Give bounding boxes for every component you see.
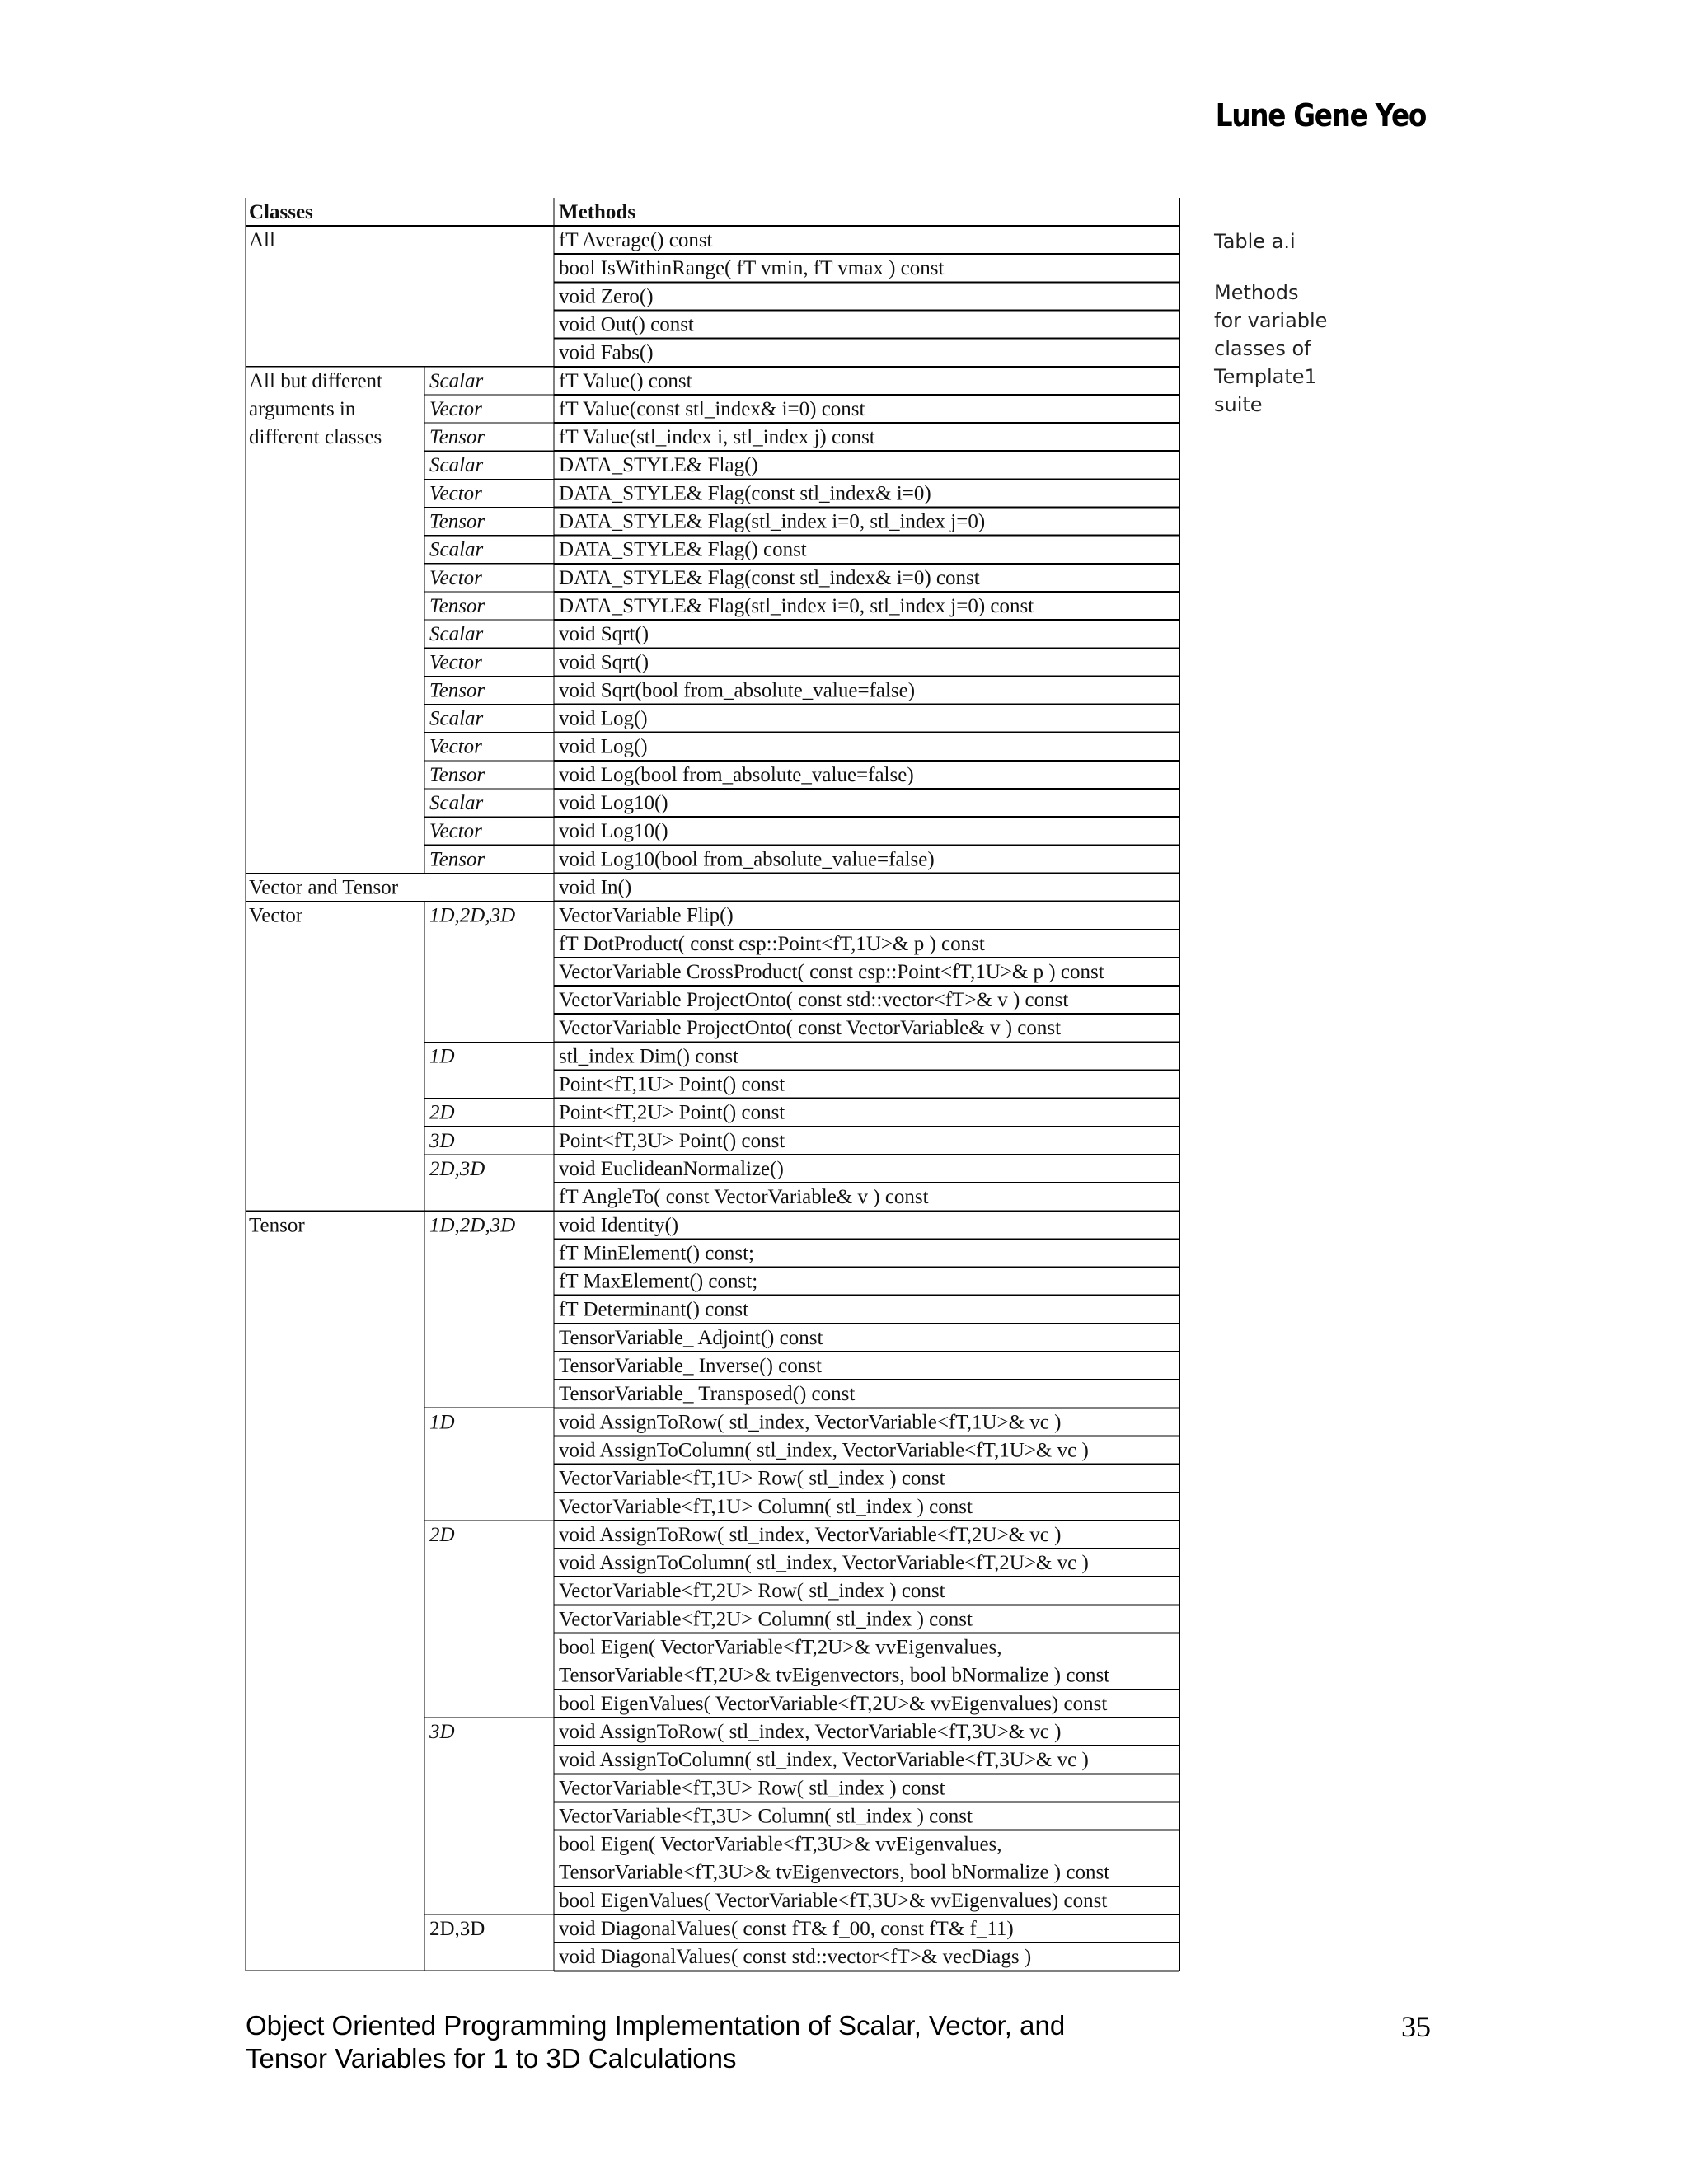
method-text: VectorVariable ProjectOnto( const VectorVariable& v ) const xyxy=(559,1017,1062,1040)
subclass-label: Vector xyxy=(429,566,482,589)
method-text: Point<fT,3U> Point() const xyxy=(559,1129,785,1152)
footer-title-line: Tensor Variables for 1 to 3D Calculations xyxy=(246,2043,737,2074)
method-text: bool IsWithinRange( fT vmin, fT vmax ) const xyxy=(559,257,945,280)
footer-title xyxy=(246,2009,1193,2075)
class-label: arguments in xyxy=(249,397,356,420)
subclass-label: Tensor xyxy=(429,510,485,533)
method-text: VectorVariable<fT,1U> Row( stl_index ) const xyxy=(559,1467,945,1490)
subclass-label: 1D,2D,3D xyxy=(429,904,516,927)
method-text: TensorVariable<fT,3U>& tvEigenvectors, bool bNormalize ) const xyxy=(559,1861,1110,1884)
method-text: fT Value(const stl_index& i=0) const xyxy=(559,397,865,420)
caption-line: Template1 xyxy=(1214,365,1317,388)
caption-line: classes of xyxy=(1214,337,1311,360)
method-text: VectorVariable Flip() xyxy=(559,904,734,927)
method-text: fT MaxElement() const; xyxy=(559,1270,758,1293)
method-text: Point<fT,1U> Point() const xyxy=(559,1073,785,1096)
method-text: TensorVariable_ Adjoint() const xyxy=(559,1326,823,1349)
method-text: DATA_STYLE& Flag(stl_index i=0, stl_index j=0) xyxy=(559,510,986,533)
method-text: TensorVariable_ Inverse() const xyxy=(559,1355,822,1377)
caption-line: for variable xyxy=(1214,309,1328,332)
subclass-label: Tensor xyxy=(429,679,485,702)
class-label: Vector and Tensor xyxy=(249,876,399,899)
method-text: void DiagonalValues( const std::vector<fT>& vecDiags ) xyxy=(559,1946,1032,1969)
method-text: VectorVariable<fT,3U> Row( stl_index ) const xyxy=(559,1777,945,1800)
method-text: VectorVariable<fT,1U> Column( stl_index ) const xyxy=(559,1495,973,1518)
footer-title-line: Object Oriented Programming Implementation of Scalar, Vector, and xyxy=(246,2010,1066,2041)
page-number: 35 xyxy=(1401,2010,1431,2043)
subclass-label: Vector xyxy=(429,735,482,758)
subclass-label: Scalar xyxy=(429,707,484,730)
subclass-label: 2D xyxy=(429,1101,455,1124)
method-text: fT Value(stl_index i, stl_index j) const xyxy=(559,426,875,449)
method-text: void Log() xyxy=(559,707,648,730)
method-text: void DiagonalValues( const fT& f_00, const fT& f_11) xyxy=(559,1918,1014,1940)
method-text: void Log10() xyxy=(559,820,668,843)
subclass-label: 2D,3D xyxy=(429,1157,485,1180)
subclass-label: 3D xyxy=(429,1720,455,1743)
method-text: void Log() xyxy=(559,735,648,758)
caption-description xyxy=(1214,279,1379,419)
method-text: void Fabs() xyxy=(559,341,654,364)
subclass-label: Vector xyxy=(429,482,482,505)
method-text: DATA_STYLE& Flag(const stl_index& i=0) xyxy=(559,482,931,505)
class-label: Tensor xyxy=(249,1214,305,1237)
method-text: void EuclideanNormalize() xyxy=(559,1157,784,1180)
method-text: void Log10(bool from_absolute_value=false) xyxy=(559,848,935,871)
method-text: bool EigenValues( VectorVariable<fT,3U>& vvEigenvalues) const xyxy=(559,1889,1108,1912)
method-text: DATA_STYLE& Flag(const stl_index& i=0) const xyxy=(559,566,980,589)
method-text: void AssignToRow( stl_index, VectorVariable<fT,1U>& vc ) xyxy=(559,1411,1062,1434)
method-text: void Log10() xyxy=(559,792,668,814)
method-text: fT MinElement() const; xyxy=(559,1242,754,1265)
method-text: void AssignToColumn( stl_index, VectorVariable<fT,3U>& vc ) xyxy=(559,1749,1089,1772)
method-text: VectorVariable<fT,3U> Column( stl_index ) const xyxy=(559,1805,973,1828)
caption-line: suite xyxy=(1214,393,1263,416)
method-text: fT Determinant() const xyxy=(559,1298,749,1321)
subclass-label: Scalar xyxy=(429,623,484,646)
method-text: void Sqrt() xyxy=(559,623,649,646)
method-text: void Out() const xyxy=(559,313,694,336)
subclass-label: Scalar xyxy=(429,454,484,477)
subclass-label: Scalar xyxy=(429,792,484,814)
subclass-label: 1D xyxy=(429,1411,455,1434)
subclass-label: Tensor xyxy=(429,426,485,449)
method-text: DATA_STYLE& Flag() xyxy=(559,454,758,477)
method-text: bool Eigen( VectorVariable<fT,2U>& vvEigenvalues, xyxy=(559,1636,1002,1659)
method-text: void Identity() xyxy=(559,1214,679,1237)
subclass-label: Tensor xyxy=(429,763,485,786)
method-text: Point<fT,2U> Point() const xyxy=(559,1101,785,1124)
method-text: fT Average() const xyxy=(559,229,713,251)
subclass-label: Tensor xyxy=(429,848,485,871)
subclass-label: Tensor xyxy=(429,594,485,617)
subclass-label: 2D,3D xyxy=(429,1918,485,1940)
method-text: void AssignToRow( stl_index, VectorVariable<fT,2U>& vc ) xyxy=(559,1523,1062,1546)
subclass-label: Scalar xyxy=(429,369,484,392)
table-caption: Table a.i xyxy=(1214,230,1296,253)
subclass-label: Vector xyxy=(429,397,482,420)
method-text: bool EigenValues( VectorVariable<fT,2U>& vvEigenvalues) const xyxy=(559,1692,1108,1715)
table-caption-block xyxy=(1214,227,1379,419)
method-text: void AssignToColumn( stl_index, VectorVariable<fT,1U>& vc ) xyxy=(559,1439,1089,1462)
method-text: fT DotProduct( const csp::Point<fT,1U>& p ) const xyxy=(559,932,985,955)
subclass-label: 3D xyxy=(429,1129,455,1152)
class-label: All xyxy=(249,229,275,251)
method-text: stl_index Dim() const xyxy=(559,1045,739,1068)
method-text: void AssignToRow( stl_index, VectorVariable<fT,3U>& vc ) xyxy=(559,1720,1062,1743)
method-text: VectorVariable ProjectOnto( const std::vector<fT>& v ) const xyxy=(559,989,1069,1012)
subclass-label: 1D,2D,3D xyxy=(429,1214,516,1237)
method-text: fT Value() const xyxy=(559,369,692,392)
class-label: different classes xyxy=(249,426,382,449)
subclass-label: 2D xyxy=(429,1523,455,1546)
method-text: void Zero() xyxy=(559,285,654,308)
subclass-label: Vector xyxy=(429,820,482,843)
class-label: All but different xyxy=(249,369,382,392)
method-text: VectorVariable CrossProduct( const csp::Point<fT,1U>& p ) const xyxy=(559,960,1104,983)
method-text: bool Eigen( VectorVariable<fT,3U>& vvEigenvalues, xyxy=(559,1833,1002,1856)
method-text: void Sqrt(bool from_absolute_value=false) xyxy=(559,679,916,702)
method-text: TensorVariable_ Transposed() const xyxy=(559,1383,856,1406)
header-classes: Classes xyxy=(249,201,313,223)
caption-line: Methods xyxy=(1214,281,1299,304)
method-text: void In() xyxy=(559,876,632,899)
method-text: DATA_STYLE& Flag(stl_index i=0, stl_index j=0) const xyxy=(559,594,1034,617)
subclass-label: 1D xyxy=(429,1045,455,1068)
author-name: Lune Gene Yeo xyxy=(1215,97,1426,134)
method-text: fT AngleTo( const VectorVariable& v ) const xyxy=(559,1186,929,1209)
method-text: void AssignToColumn( stl_index, VectorVariable<fT,2U>& vc ) xyxy=(559,1552,1089,1575)
method-text: DATA_STYLE& Flag() const xyxy=(559,538,807,561)
method-text: void Sqrt() xyxy=(559,651,649,674)
method-text: VectorVariable<fT,2U> Column( stl_index ) const xyxy=(559,1608,973,1631)
class-label: Vector xyxy=(249,904,303,927)
method-text: TensorVariable<fT,2U>& tvEigenvectors, bool bNormalize ) const xyxy=(559,1664,1110,1687)
method-text: void Log(bool from_absolute_value=false) xyxy=(559,763,914,786)
subclass-label: Scalar xyxy=(429,538,484,561)
method-text: VectorVariable<fT,2U> Row( stl_index ) const xyxy=(559,1580,945,1603)
header-methods: Methods xyxy=(559,201,636,223)
subclass-label: Vector xyxy=(429,651,482,674)
